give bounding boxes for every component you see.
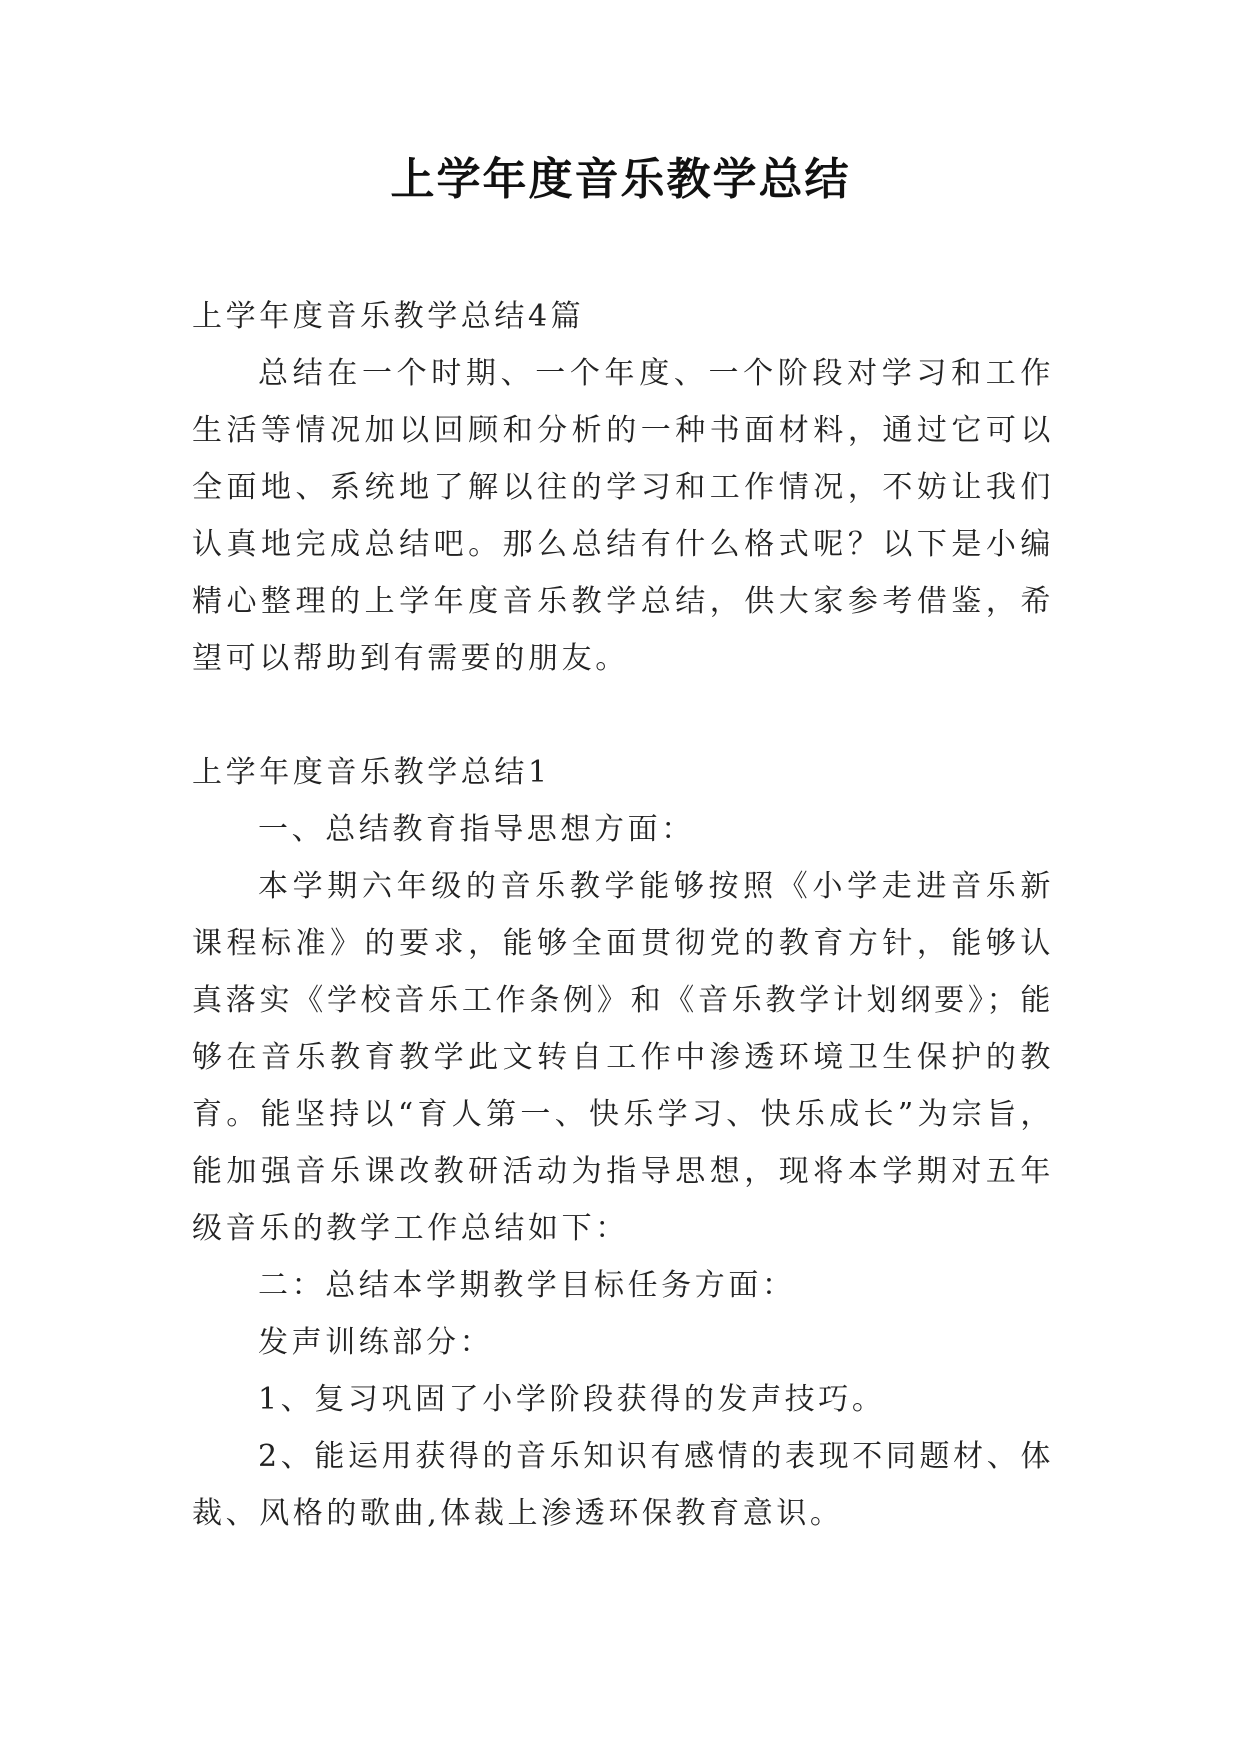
- list-item: 1、复习巩固了小学阶段获得的发声技巧。: [258, 1382, 886, 1417]
- document-title: 上学年度音乐教学总结: [390, 154, 851, 205]
- subsection-heading: 二：总结本学期教学目标任务方面：: [258, 1268, 796, 1303]
- section-heading: 上学年度音乐教学总结1: [192, 755, 551, 790]
- list-item: 2、能运用获得的音乐知识有感情的表现不同题材、体裁、风格的歌曲,体裁上渗透环保教育意识。: [192, 1439, 1054, 1531]
- intro-paragraph: 总结在一个时期、一个年度、一个阶段对学习和工作生活等情况加以回顾和分析的一种书面材料，通过它可以全面地、系统地了解以往的学习和工作情况，不妨让我们认真地完成总结吧。那么总结有什么格式呢？以下是小编精心整理的上学年度音乐教学总结，供大家参考借鉴，希望可以帮助到有需要的朋友。: [192, 356, 1054, 676]
- body-paragraph: 本学期六年级的音乐教学能够按照《小学走进音乐新课程标准》的要求，能够全面贯彻党的教育方针，能够认真落实《学校音乐工作条例》和《音乐教学计划纲要》；能够在音乐教育教学此文转自工作中渗透环境卫生保护的教育。能坚持以“育人第一、快乐学习、快乐成长”为宗旨，能加强音乐课改教研活动为指导思想，现将本学期对五年级音乐的教学工作总结如下：: [192, 869, 1054, 1246]
- subsection-heading: 一、总结教育指导思想方面：: [258, 812, 695, 847]
- body-paragraph: 发声训练部分：: [258, 1325, 494, 1360]
- subtitle-paragraph: 上学年度音乐教学总结4篇: [192, 299, 585, 334]
- document-body: [192, 288, 1054, 1542]
